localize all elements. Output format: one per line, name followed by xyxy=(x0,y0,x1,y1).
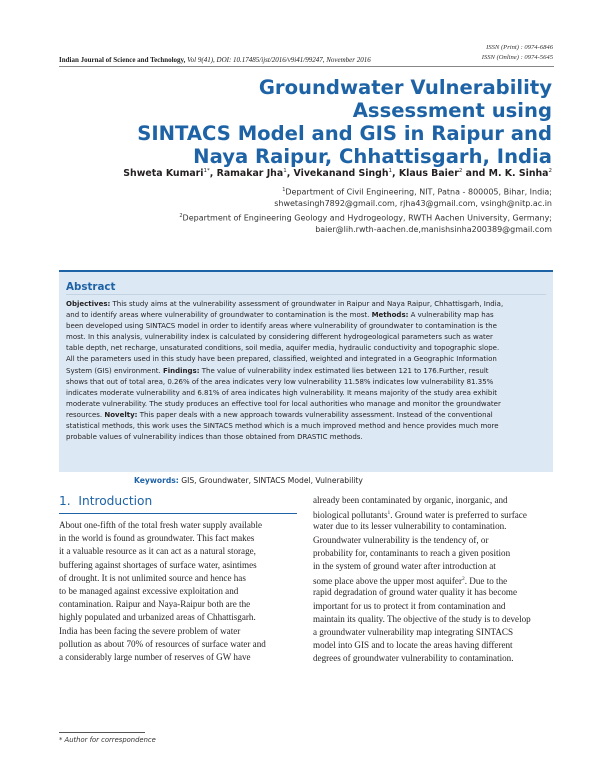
title-line: SINTACS Model and GIS in Raipur and xyxy=(137,122,552,145)
abstract-heading: Abstract xyxy=(66,281,116,293)
paper-title xyxy=(132,76,552,168)
body-line: Groundwater vulnerability is the tendency of, or xyxy=(313,534,489,545)
section-title: Introduction xyxy=(78,494,153,508)
abstract-top-rule xyxy=(59,270,553,272)
body-line: a considerably large number of reserves of GW have xyxy=(59,651,251,662)
body-line: contamination. Raipur and Naya-Raipur both are the xyxy=(59,599,251,610)
author: Vivekanand Singh$^1$, xyxy=(293,168,399,180)
abstract-line: indicates moderate vulnerability and 6.81% of area indicates high vulnerability. It means majority of the study area exhibit xyxy=(66,388,498,397)
body-line: probability for, contaminants to reach a given position xyxy=(313,547,511,558)
body-line: highly populated and urbanized areas of Chhattisgarh. xyxy=(59,612,256,623)
keywords-label: Keywords: xyxy=(134,476,179,485)
affiliation-1: $^1$Department of Civil Engineering, NIT, Patna - 800005, Bihar, India; xyxy=(282,187,552,197)
abstract-line: System (GIS) environment. Findings: The value of vulnerability index estimated lies between 121 to 176.Further, result xyxy=(66,366,489,375)
title-line: Groundwater Vulnerability Assessment using xyxy=(258,76,552,122)
body-line: it a valuable resource as it can act as a natural storage, xyxy=(59,546,256,557)
author: Ramakar Jha$^1$, xyxy=(216,168,294,180)
abstract-line: moderate vulnerability. The study produces an effective tool for local authorities who manage and monitor the groundwater xyxy=(66,399,501,408)
body-line: a groundwater vulnerability map integrating SINTACS xyxy=(313,626,514,637)
abstract-line: table depth, net recharge, unsaturated conditions, soil media, aquifer media, hydraulic conductivity and topographic slope. xyxy=(66,344,500,353)
abstract-text xyxy=(66,299,546,443)
abstract-line: statistical methods, this work uses the SINTACS method which is a much improved method and hence provides much more xyxy=(66,422,499,431)
body-line: buffering against shortages of surface water, asintimes xyxy=(59,559,257,570)
abstract-line: and to identify areas where vulnerability of groundwater to contamination is the most. Methods: A vulnerability map has xyxy=(66,311,494,320)
abstract-line: shows that out of total area, 0.26% of the area indicates very low vulnerability 11.58% indicates low vulnerability 81.35% xyxy=(66,377,494,386)
author: Klaus Baier$^2$ and xyxy=(398,168,489,180)
body-line: rapid degradation of ground water quality it has become xyxy=(313,587,518,598)
author: Shweta Kumari$^{1*}$, xyxy=(123,168,217,180)
body-line: of drought. It is not unlimited source and hence has xyxy=(59,572,246,583)
body-line: in the world is found as groundwater. This fact makes xyxy=(59,533,255,544)
issn-print: ISSN (Print) : 0974-6846 xyxy=(486,44,553,51)
abstract-line: most. In this analysis, vulnerability index is calculated by considering different hydrogeological parameters such as water xyxy=(66,333,493,342)
body-line: India has been facing the severe problem of water xyxy=(59,625,241,636)
body-line: About one-fifth of the total fresh water supply available xyxy=(59,520,263,530)
keywords xyxy=(134,476,363,485)
body-left-column xyxy=(59,519,299,664)
header-rule xyxy=(59,66,554,67)
affiliation-2-emails: baier@lih.rwth-aachen.de,manishsinha200389@gmail.com xyxy=(315,225,552,234)
issn-online: ISSN (Online) : 0974-5645 xyxy=(481,54,553,61)
body-line: biological pollutants$^1$. Ground water is preferred to surface xyxy=(313,510,527,521)
title-line: Naya Raipur, Chhattisgarh, India xyxy=(193,145,552,168)
body-right-column xyxy=(313,494,553,665)
journal-name: Indian Journal of Science and Technology, xyxy=(59,56,186,64)
footnote: * Author for correspondence xyxy=(59,736,156,744)
section-heading xyxy=(59,494,152,508)
affiliation-1-emails: shwetasingh7892@gmail.com, rjha43@gmail.com, vsingh@nitp.ac.in xyxy=(274,199,552,208)
body-line: already been contaminated by organic, inorganic, and xyxy=(313,495,508,505)
body-line: model into GIS and to locate the areas having different xyxy=(313,640,513,651)
author-list xyxy=(123,168,552,179)
body-line: degrees of groundwater vulnerability to contamination. xyxy=(313,653,514,664)
body-line: maintain its quality. The objective of the study is to develop xyxy=(313,613,531,624)
affiliation-2: $^2$Department of Engineering Geology and Hydrogeology, RWTH Aachen University, Germany; xyxy=(179,213,552,223)
body-line: important for us to protect it from contamination and xyxy=(313,600,506,611)
section-number: 1. xyxy=(59,494,71,508)
body-line: pollution as about 70% of resources of surface water and xyxy=(59,638,266,649)
body-line: to be managed against excessive exploitation and xyxy=(59,585,239,596)
body-line: some place above the upper most aquifer$^2$. Due to the xyxy=(313,576,508,587)
abstract-line: Objectives: This study aims at the vulnerability assessment of groundwater in Raipur and Naya Raipur, Chhattisgarh, India, xyxy=(66,300,504,308)
abstract-line: All the parameters used in this study have been prepared, classified, weighted and integrated in a Geographic Information xyxy=(66,355,497,364)
abstract-line: probable values of vulnerability indices than those obtained from DRASTIC methods. xyxy=(66,433,363,442)
body-line: in the system of ground water after introduction at xyxy=(313,560,496,571)
journal-citation xyxy=(59,56,371,64)
abstract-line: resources. Novelty: This paper deals with a new approach towards vulnerability assessment. Instead of the conventional xyxy=(66,410,493,419)
footnote-rule xyxy=(59,732,145,733)
journal-volume-doi: Vol 9(41), DOI: 10.17485/ijst/2016/v9i41/99247, November 2016 xyxy=(187,56,371,64)
section-rule xyxy=(59,513,297,514)
abstract-divider xyxy=(66,294,546,295)
abstract-line: been developed using SINTACS model in order to identify areas where vulnerability of groundwater to contamination is the xyxy=(66,322,497,331)
author: M. K. Sinha$^2$ xyxy=(488,168,552,180)
keywords-text: GIS, Groundwater, SINTACS Model, Vulnerability xyxy=(178,476,363,485)
body-line: water due to its lesser vulnerability to contamination. xyxy=(313,521,507,532)
